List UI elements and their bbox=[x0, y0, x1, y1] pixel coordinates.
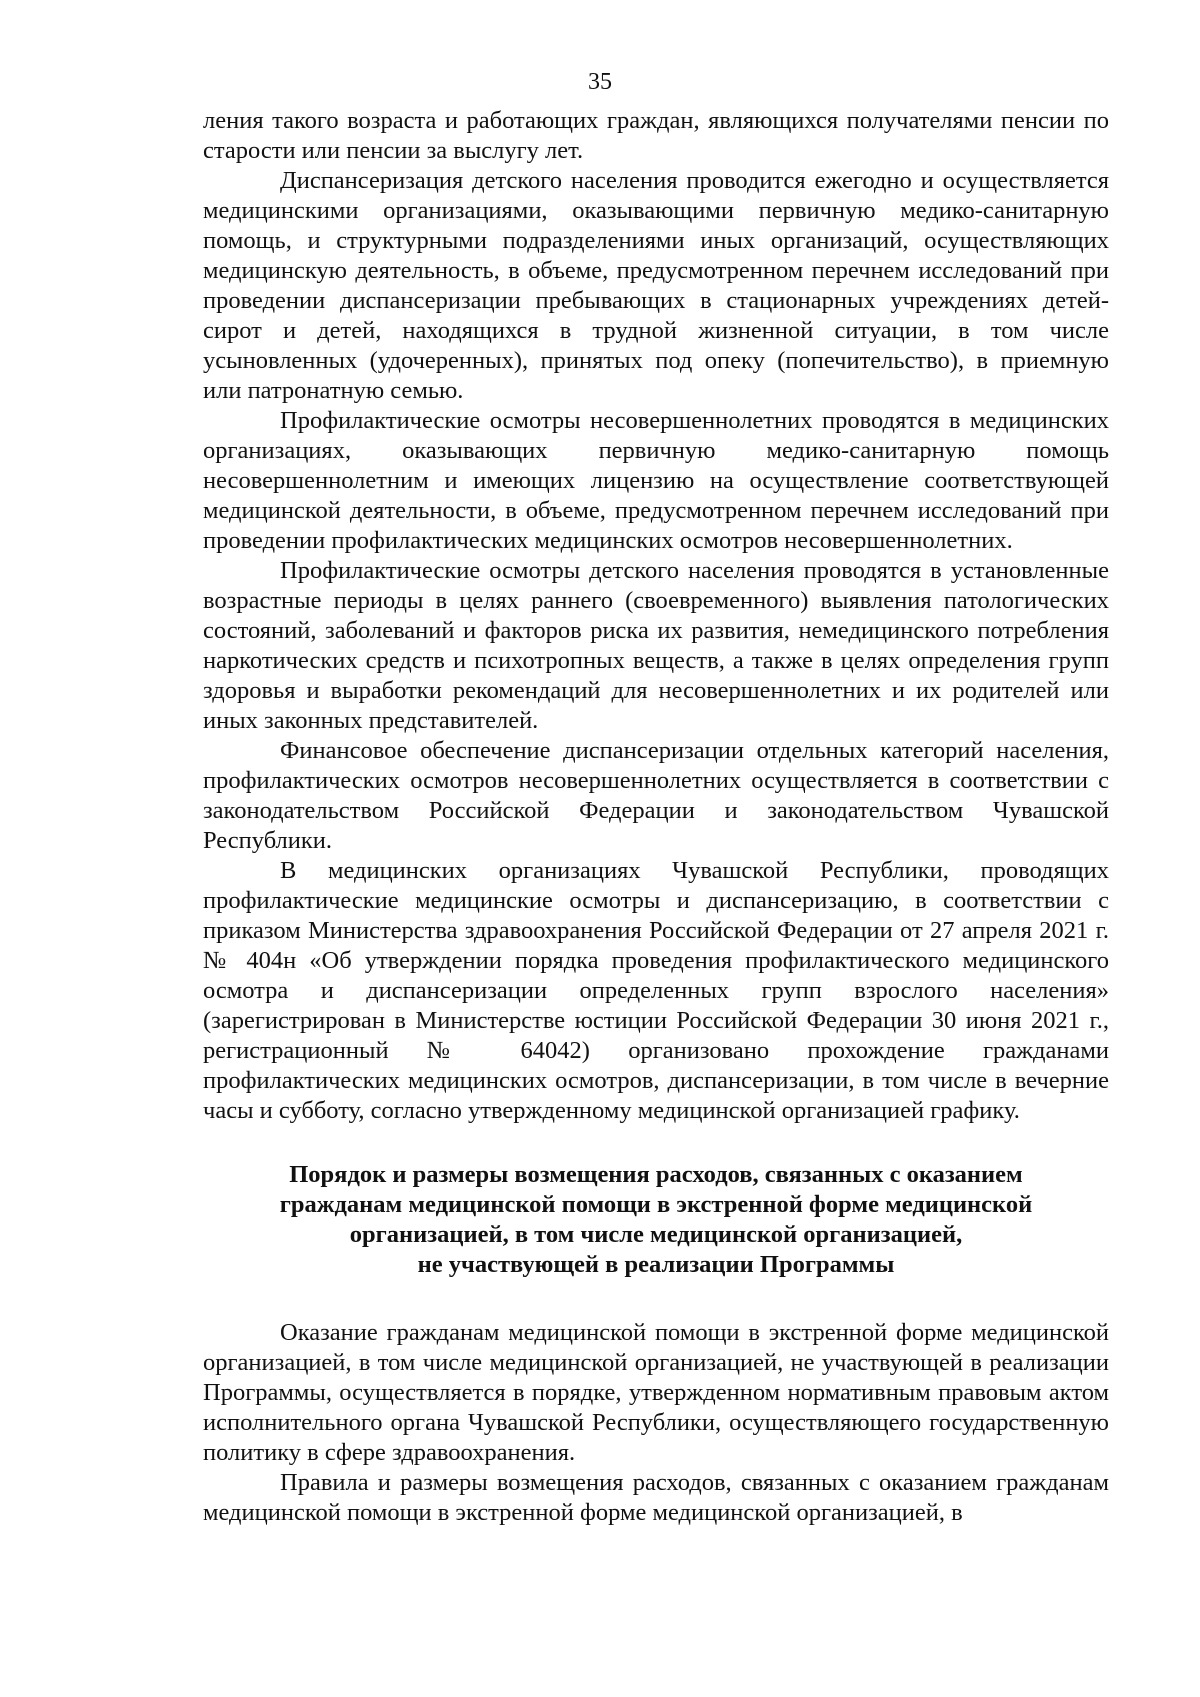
paragraph-emergency-care: Оказание гражданам медицинской помощи в экстренной форме медицинской организацией, в том числе медицинской организацией, не участвующей в реализации Программы, осуществляется в порядке, утвержденном нормативным правовым актом исполнительного органа Чувашской Республики, осуществляющего государственную политику в сфере здравоохранения. bbox=[203, 1319, 1109, 1466]
section-heading-line: организацией, в том числе медицинской организацией, bbox=[349, 1221, 963, 1248]
document-body bbox=[203, 106, 1109, 1528]
paragraph-order-404n: В медицинских организациях Чувашской Республики, проводящих профилактические медицинские осмотры и диспансеризацию, в соответствии с приказом Министерства здравоохранения Российской Федерации от 27 апреля 2021 г. № 404н «Об утверждении порядка проведения профилактического медицинского осмотра и диспансеризации определенных групп взрослого населения» (зарегистрирован в Министерстве юстиции Российской Федерации 30 июня 2021 г., регистрационный № 64042) организовано прохождение гражданами профилактических медицинских осмотров, диспансеризации, в том числе в вечерние часы и субботу, согласно утвержденному медицинской организацией графику. bbox=[203, 857, 1109, 1124]
paragraph-continuation: ления такого возраста и работающих граждан, являющихся получателями пенсии по старости или пенсии за выслугу лет. bbox=[203, 107, 1109, 164]
paragraph-child-dispensary: Диспансеризация детского населения проводится ежегодно и осуществляется медицинскими организациями, оказывающими первичную медико-санитарную помощь, и структурными подразделениями иных организаций, осуществляющих медицинскую деятельность, в объеме, предусмотренном перечнем исследований при проведении диспансеризации пребывающих в стационарных учреждениях детей-сирот и детей, находящихся в трудной жизненной ситуации, в том числе усыновленных (удочеренных), принятых под опеку (попечительство), в приемную или патронатную семью. bbox=[203, 167, 1109, 404]
section-heading-line: не участвующей в реализации Программы bbox=[417, 1251, 895, 1278]
paragraph-minor-checkups: Профилактические осмотры несовершеннолетних проводятся в медицинских организациях, оказывающих первичную медико-санитарную помощь несовершеннолетним и имеющих лицензию на осуществление соответствующей медицинской деятельности, в объеме, предусмотренном перечнем исследований при проведении профилактических медицинских осмотров несовершеннолетних. bbox=[203, 407, 1109, 554]
page-number: 35 bbox=[588, 69, 612, 95]
paragraph-reimbursement-rules: Правила и размеры возмещения расходов, связанных с оказанием гражданам медицинской помощи в экстренной форме медицинской организацией, в bbox=[203, 1469, 1109, 1526]
paragraph-child-checkups: Профилактические осмотры детского населения проводятся в установленные возрастные периоды в целях раннего (своевременного) выявления патологических состояний, заболеваний и факторов риска их развития, немедицинского потребления наркотических средств и психотропных веществ, а также в целях определения групп здоровья и выработки рекомендаций для несовершеннолетних и их родителей или иных законных представителей. bbox=[203, 557, 1109, 734]
paragraph-financing: Финансовое обеспечение диспансеризации отдельных категорий населения, профилактических осмотров несовершеннолетних осуществляется в соответствии с законодательством Российской Федерации и законодательством Чувашской Республики. bbox=[203, 737, 1109, 854]
section-heading-line: гражданам медицинской помощи в экстренной форме медицинской bbox=[279, 1191, 1033, 1218]
section-heading bbox=[203, 1160, 1109, 1280]
section-heading-line: Порядок и размеры возмещения расходов, связанных с оказанием bbox=[289, 1161, 1023, 1188]
